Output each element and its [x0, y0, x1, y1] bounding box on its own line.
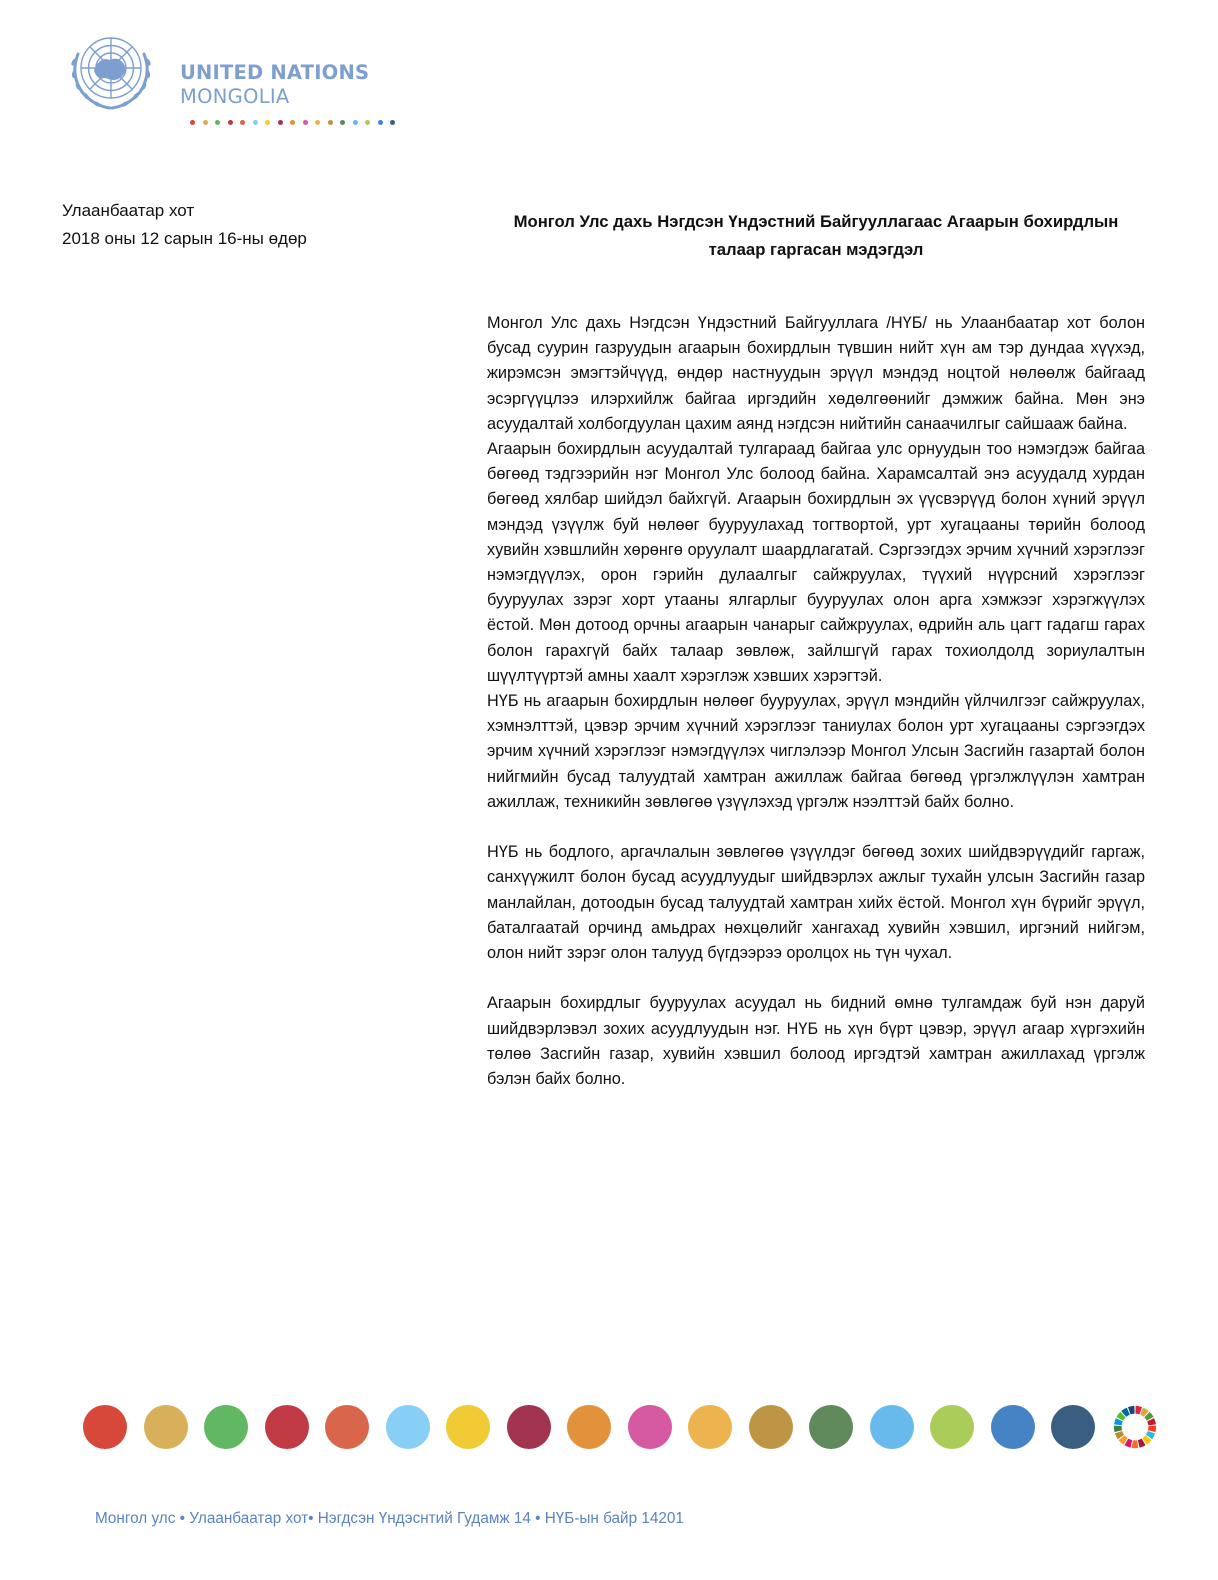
city-label: Улаанбаатар хот — [62, 201, 195, 220]
sdg-color-dot — [809, 1405, 853, 1449]
sdg-color-dot — [265, 1405, 309, 1449]
logo-dot — [190, 120, 195, 125]
paragraph: НҮБ нь бодлого, аргачлалын зөвлөгөө үзүүлдэг бөгөөд зохих шийдвэрүүдийг гаргаж, санхүүжилт болон бусад асуудлуудыг шийдвэрлэх ажлыг тухайн улсын Засгийн газар манлайлан, дотоодын бусад талуудтай хамтран хийх ёстой. Монгол хүн бүрийг эрүүл, баталгаатай орчинд амьдрах нөхцөлийг хангахад хувийн хэвшил, иргэний нийгэм, олон нийт зэрэг олон талууд бүгдээрээ оролцох нь түн чухал. — [487, 843, 1145, 963]
sdg-color-dot — [749, 1405, 793, 1449]
logo-dot — [228, 120, 233, 125]
sdg-color-dot — [507, 1405, 551, 1449]
place-date-block — [62, 197, 307, 253]
sdg-color-dot — [204, 1405, 248, 1449]
sdg-color-dot — [991, 1405, 1035, 1449]
logo-dot — [353, 120, 358, 125]
logo-title: UNITED NATIONS — [180, 61, 370, 84]
sdg-wheel-segment — [1148, 1426, 1156, 1432]
logo-dot — [203, 120, 208, 125]
document-body — [487, 311, 1145, 1092]
logo-dot — [340, 120, 345, 125]
sdg-color-dot — [386, 1405, 430, 1449]
un-emblem-icon — [66, 26, 156, 114]
logo-subtitle: MONGOLIA — [180, 85, 290, 108]
logo-color-dots — [190, 120, 395, 125]
sdg-wheel-segment — [1131, 1440, 1138, 1448]
sdg-color-strip — [83, 1404, 1158, 1450]
sdg-color-dot — [446, 1405, 490, 1449]
paragraph: Агаарын бохирдлыг бууруулах асуудал нь бидний өмнө тулгамдаж буй нэн даруй шийдвэрлэвэл зохих асуудлуудын нэг. НҮБ нь хүн бүрт цэвэр, эрүүл агаар хүргэхийн төлөө Засгийн газар, хувийн хэвшил болоод иргэдтэй хамтран ажиллахад үргэлж бэлэн байх болно. — [487, 994, 1145, 1089]
logo-dot — [390, 120, 395, 125]
footer-address: Монгол улс • Улаанбаатар хот• Нэгдсэн Үндэснтий Гудамж 14 • НҮБ-ын байр 14201 — [95, 1510, 684, 1527]
sdg-color-dot — [1051, 1405, 1095, 1449]
sdg-color-dot — [688, 1405, 732, 1449]
date-label: 2018 оны 12 сарын 16-ны өдөр — [62, 229, 307, 248]
sdg-color-dot — [567, 1405, 611, 1449]
paragraph: Агаарын бохирдлын асуудалтай тулгараад байгаа улс орнуудын тоо нэмэгдэж байгаа бөгөөд тэдгээрийн нэг Монгол Улс болоод байна. Харамсалтай энэ асуудалд хурдан бөгөөд хялбар шийдэл байхгүй. Агаарын бохирдлын эх үүсвэрүүд болон хүний эрүүл мэндэд үзүүлж буй нөлөөг бууруулахад тогтвортой, урт хугацааны төрийн болоод хувийн хэвшлийн хөрөнгө оруулалт шаардлагатай. Сэргээгдэх эрчим хүчний хэрэглээг нэмэгдүүлэх, орон гэрийн дулаалгыг сайжруулах, түүхий нүүрсний хэрэглээг бууруулах зэрэг хорт утааны ялгарлыг бууруулах олон арга хэмжээг хэрэгжүүлэх ёстой. Мөн дотоод орчны агаарын чанарыг сайжруулах, өдрийн аль цагт гадагш гарах болон гарахгүй байх талаар зөвлөж, зайлшгүй гарах тохиолдолд зориулалтын шүүлтүүртэй амны хаалт хэрэглэж хэвших хэрэгтэй. — [487, 440, 1145, 685]
logo-dot — [378, 120, 383, 125]
sdg-wheel-icon — [1112, 1404, 1158, 1450]
logo-dot — [315, 120, 320, 125]
paragraph: Монгол Улс дахь Нэгдсэн Үндэстний Байгууллага /НҮБ/ нь Улаанбаатар хот болон бусад суурин газруудын агаарын бохирдлын түвшин нийт хүн ам тэр дундаа хүүхэд, жирэмсэн эмэгтэйчүүд, өндөр настнуудын эрүүл мэндэд ноцтой нөлөөлж байгаад эсэргүүцлээ илэрхийлж байгаа иргэдийн хөдөлгөөнийг дэмжиж байна. Мөн энэ асуудалтай холбогдуулан цахим аянд нэгдсэн нийтийн санаачилгыг сайшааж байна. — [487, 314, 1145, 433]
sdg-color-dot — [144, 1405, 188, 1449]
logo-dot — [303, 120, 308, 125]
logo-dot — [265, 120, 270, 125]
sdg-color-dot — [870, 1405, 914, 1449]
un-mongolia-logo — [66, 26, 386, 116]
logo-dot — [278, 120, 283, 125]
sdg-wheel-segment — [1113, 1426, 1121, 1432]
logo-dot — [290, 120, 295, 125]
sdg-color-dot — [628, 1405, 672, 1449]
logo-dot — [253, 120, 258, 125]
logo-dot — [240, 120, 245, 125]
sdg-color-dot — [325, 1405, 369, 1449]
document-title: Монгол Улс дахь Нэгдсэн Үндэстний Байгууллагаас Агаарын бохирдлын талаар гаргасан мэдэгдэл — [513, 212, 1119, 259]
logo-dot — [215, 120, 220, 125]
logo-dot — [365, 120, 370, 125]
sdg-color-dot — [930, 1405, 974, 1449]
logo-dot — [328, 120, 333, 125]
paragraph: НҮБ нь агаарын бохирдлын нөлөөг бууруулах, эрүүл мэндийн үйлчилгээг сайжруулах, хэмнэлттэй, цэвэр эрчим хүчний хэрэглээг таниулах болон урт хугацааны сэргээгдэх эрчим хүчний хэрэглээг нэмэгдүүлэх чиглэлээр Монгол Улсын Засгийн газартай болон нийгмийн бусад талуудтай хамтран ажиллаж байгаа бөгөөд үргэлжлүүлэн хамтран ажиллаж, техникийн зөвлөгөө үзүүлэхэд үргэлж нээлттэй байх болно. — [487, 692, 1145, 811]
sdg-color-dot — [83, 1405, 127, 1449]
